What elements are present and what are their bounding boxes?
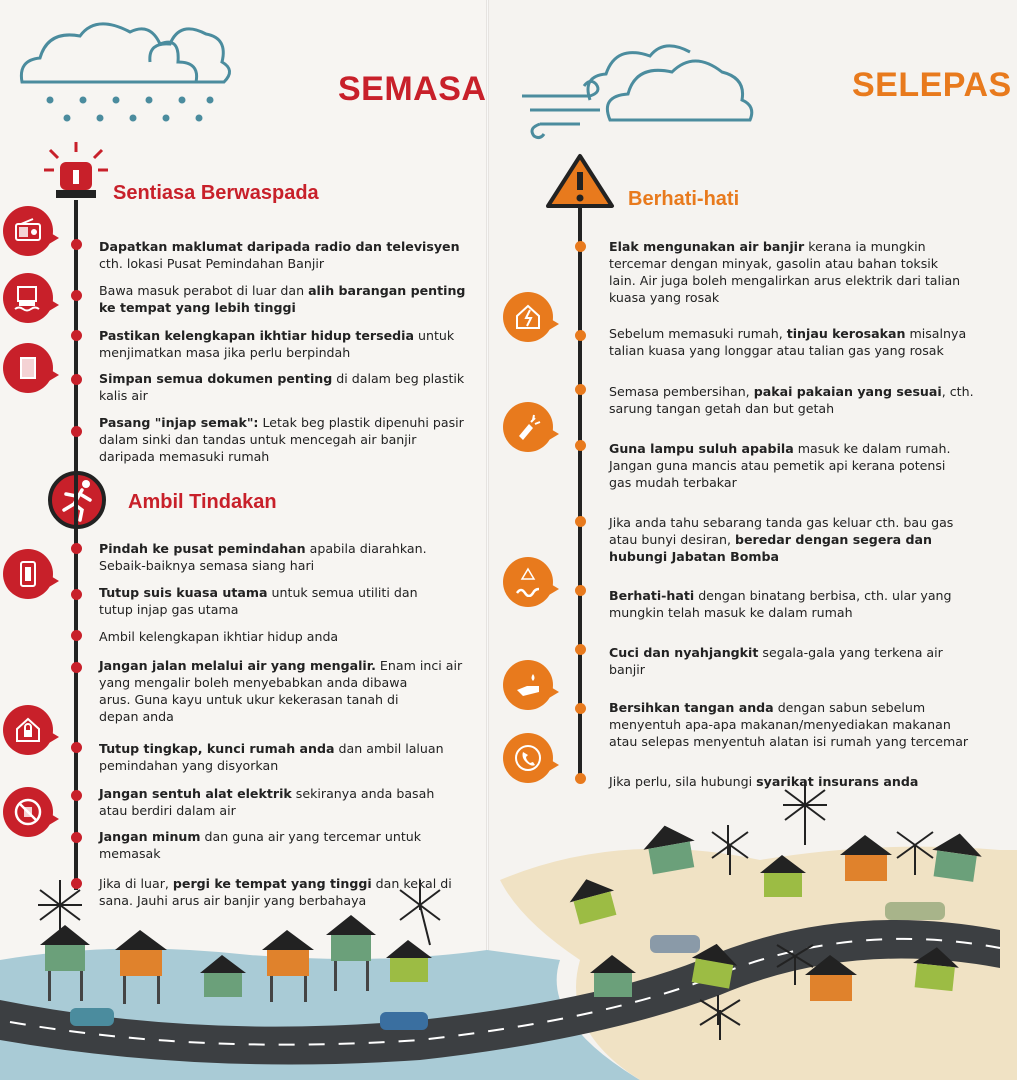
list-item: Pastikan kelengkapan ikhtiar hidup tersedia untuk menjimatkan masa jika perlu berpindah [99,328,455,360]
timeline-dot [71,290,82,301]
list-item: Guna lampu suluh apabila masuk ke dalam rumah. Jangan guna mancis atau pemetik api kerana potensi gas mudah terbakar [609,441,951,490]
hand-wash-icon [503,660,553,710]
list-item: Jika anda tahu sebarang tanda gas keluar cth. bau gas atau bunyi desiran, beredar dengan segera dan hubungi Jabatan Bomba [609,515,954,564]
timeline-dot [71,630,82,641]
phone-icon [503,733,553,783]
wind-cloud-icon [522,46,752,138]
timeline-dot [71,589,82,600]
list-item: Pasang "injap semak": Letak beg plastik dipenuhi pasir dalam sinki dan tandas untuk mencegah air banjir daripada memasuki rumah [99,415,464,464]
timeline-dot [575,773,586,784]
timeline-dot [71,742,82,753]
list-item: Bawa masuk perabot di luar dan alih barangan penting ke tempat yang lebih tinggi [99,283,466,315]
snake-warning-icon [503,557,553,607]
timeline-dot [71,790,82,801]
section-berhati-hati: Berhati-hati [628,188,740,210]
timeline-dot [575,384,586,395]
tv-flood-icon [3,273,53,323]
rain-drops [47,97,214,122]
damaged-house-icon [503,292,553,342]
switch-icon [3,549,53,599]
no-touch-icon [3,787,53,837]
list-item: Bersihkan tangan anda dengan sabun sebelum menyentuh apa-apa makanan/menyediakan makanan atau selepas menyentuh alatan isi rumah yang tercemar [609,700,969,749]
timeline-right [578,205,582,780]
list-item: Jangan jalan melalui air yang mengalir. Enam inci air yang mengalir boleh menyebabkan anda dibawa arus. Guna kayu untuk ukur kekerasan tanah di depan anda [99,658,463,724]
timeline-dot [575,644,586,655]
radio-icon [3,206,53,256]
list-item: Pindah ke pusat pemindahan apabila diarahkan. Sebaik-baiknya semasa siang hari [99,541,427,573]
timeline-dot [71,239,82,250]
timeline-dot [71,543,82,554]
lock-house-icon [3,705,53,755]
list-item: Simpan semua dokumen penting di dalam beg plastik kalis air [99,371,465,403]
rain-cloud-icon [21,24,229,82]
timeline-dot [575,516,586,527]
title-semasa: SEMASA [338,70,487,108]
timeline-dot [71,878,82,889]
siren-icon [44,142,108,198]
list-item: Jika perlu, sila hubungi syarikat insurans anda [609,774,919,789]
section-sentiasa-berwaspada: Sentiasa Berwaspada [113,182,319,204]
list-item: Elak mengunakan air banjir kerana ia mungkin tercemar dengan minyak, gasolin atau bahan toksik lain. Air juga boleh mengalirkan arus elektrik dari talian kuasa yang rosak [609,239,961,305]
list-item: Tutup suis kuasa utama untuk semua utiliti dan tutup injap gas utama [99,585,418,617]
timeline-dot [71,374,82,385]
timeline-dot [71,426,82,437]
title-selepas: SELEPAS [852,66,1012,104]
warning-icon [548,156,612,206]
timeline-dot [575,703,586,714]
list-item: Ambil kelengkapan ikhtiar hidup anda [99,629,339,644]
document-icon [3,343,53,393]
list-item: Berhati-hati dengan binatang berbisa, cth. ular yang mungkin telah masuk ke dalam rumah [609,588,952,620]
timeline-dot [575,440,586,451]
timeline-dot [575,241,586,252]
list-item: Jika di luar, pergi ke tempat yang tinggi dan kekal di sana. Jauhi arus air banjir yang berbahaya [99,876,452,908]
list-item: Jangan sentuh alat elektrik sekiranya anda basah atau berdiri dalam air [99,786,435,818]
timeline-dot [71,662,82,673]
list-item: Dapatkan maklumat daripada radio dan televisyen cth. lokasi Pusat Pemindahan Banjir [99,239,460,271]
timeline-dot [71,832,82,843]
flashlight-icon [503,402,553,452]
section-ambil-tindakan: Ambil Tindakan [128,491,277,513]
timeline-dot [575,585,586,596]
list-item: Semasa pembersihan, pakai pakaian yang sesuai, cth. sarung tangan getah dan but getah [609,384,974,416]
list-item: Sebelum memasuki rumah, tinjau kerosakan misalnya talian kuasa yang longgar atau talian gas yang rosak [609,326,967,358]
list-item: Jangan minum dan guna air yang tercemar untuk memasak [99,829,422,861]
list-item: Tutup tingkap, kunci rumah anda dan ambil laluan pemindahan yang disyorkan [99,741,444,773]
list-item: Cuci dan nyahjangkit segala-gala yang terkena air banjir [609,645,943,677]
timeline-dot [71,330,82,341]
timeline-dot [575,330,586,341]
